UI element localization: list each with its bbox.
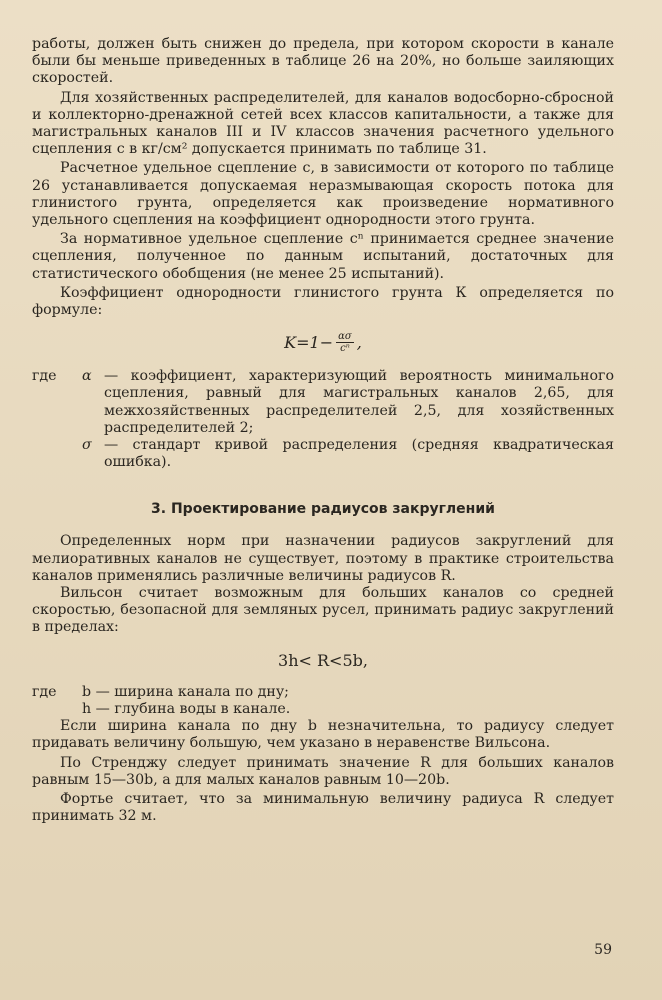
paragraph-8: Если ширина канала по дну b незначительна, то радиусу следует придавать величину большую, чем указано в неравенстве Вильсона. xyxy=(32,718,614,752)
paragraph-7: Вильсон считает возможным для больших каналов со средней скоростью, безопасной для земляных русел, принимать радиус закруглений в пределах: xyxy=(32,585,614,636)
paragraph-10: Фортье считает, что за минимальную величину радиуса R следует принимать 32 м. xyxy=(32,790,614,825)
sigma-definition: — стандарт кривой распределения (средняя квадратическая ошибка). xyxy=(104,437,614,471)
page-number: 59 xyxy=(594,942,612,958)
paragraph-3: Расчетное удельное сцепление с, в зависимости от которого по таблице 26 устанавливается допускаемая неразмывающая скорость потока для глинистого грунта, определяется как произведение нормативного удельного сцепления на коэффициент однородности этого грунта. xyxy=(32,160,614,229)
h-definition: h — глубина воды в канале. xyxy=(82,700,291,717)
paragraph-9: По Стренджу следует принимать значение R для больших каналов равным 15—30b, а для малых каналов равным 10—20b. xyxy=(32,754,614,788)
inequality-definitions xyxy=(32,684,614,718)
paragraph-6: Определенных норм при назначении радиусов закруглений для мелиоративных каналов не существует, поэтому в практике строительства каналов применялись различные величины радиусов R. xyxy=(32,533,614,584)
where-label: где xyxy=(32,368,57,385)
wilson-inequality: 3h< R<5b, xyxy=(278,650,368,670)
paragraph-4: За нормативное удельное сцепление cⁿ принимается среднее значение сцепления, полученное по данным испытаний, достаточных для статистического обобщения (не менее 25 испытаний). xyxy=(32,231,614,282)
where-label-2: где xyxy=(32,683,57,700)
b-definition: b — ширина канала по дну; xyxy=(82,683,289,700)
formula-numerator: ασ xyxy=(338,331,352,343)
formula-definitions xyxy=(32,368,614,471)
paragraph-2: Для хозяйственных распределителей, для каналов водосборно-сбросной и коллекторно-дренажной сетей всех классов капитальности, а также для магистральных каналов III и IV классов значения расчетного удельного сцепления с в кг/см² допускается принимать по таблице 31. xyxy=(32,89,614,158)
formula-fraction xyxy=(336,331,354,354)
formula-denominator: cⁿ xyxy=(340,343,350,355)
paragraph-1: работы, должен быть снижен до предела, при котором скорости в канале были бы меньше приведенных в таблице 26 на 20%, но больше заиляющих скоростей. xyxy=(32,36,614,87)
section-heading: 3. Проектирование радиусов закруглений xyxy=(151,501,495,518)
formula-tail: , xyxy=(356,333,362,353)
paragraph-5: Коэффициент однородности глинистого грунта К определяется по формуле: xyxy=(32,284,614,319)
alpha-definition: — коэффициент, характеризующий вероятность минимального сцепления, равный для магистральных каналов 2,65, для межхозяйственных распределителей 2,5, для хозяйственных распределителей 2; xyxy=(104,368,614,436)
alpha-symbol: α xyxy=(82,368,92,385)
sigma-symbol: σ xyxy=(82,437,92,454)
formula-lhs: K=1− xyxy=(284,333,334,353)
homogeneity-formula xyxy=(32,331,614,354)
